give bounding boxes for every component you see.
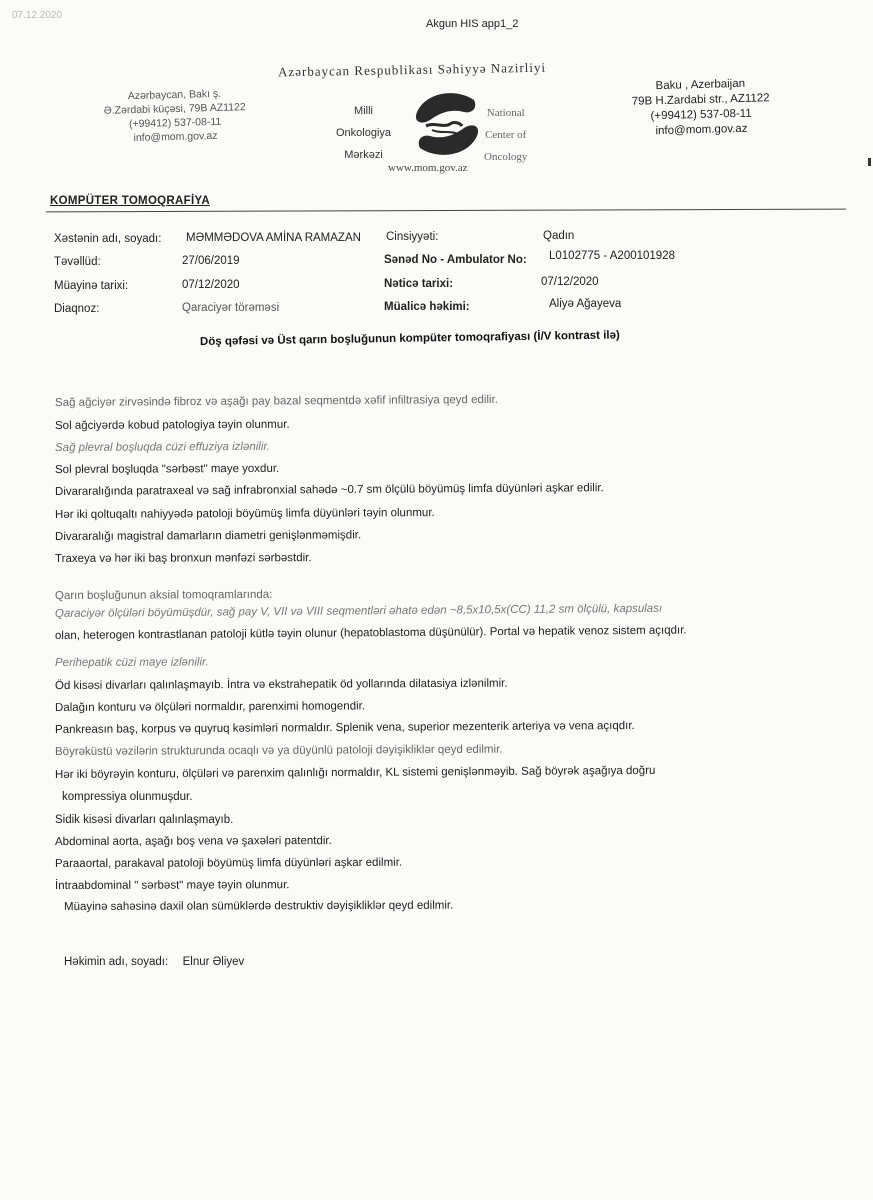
dob-label: Təvəllüd: — [54, 256, 101, 268]
gender-label: Cinsiyyəti: — [386, 231, 439, 243]
finding-line: Hər iki böyrəyin konturu, ölçüləri və parenxim qalınlığı normaldır, KL sistemi genişlənməyib. Sağ böyrək aşağıya doğru — [54, 764, 656, 781]
diagnosis-value: Qaraciyər törəməsi — [182, 302, 280, 314]
finding-line: Divararalığında paratraxeal və sağ infrabronxial sahədə ~0.7 sm ölçülü böyümüş limfa düyünləri aşkar edilir. — [54, 482, 604, 498]
finding-line: Dalağın konturu və ölçüləri normaldır, parenximi homogendir. — [54, 700, 366, 714]
address-right-line: info@mom.gov.az — [655, 122, 748, 138]
center-name-en-line: Oncology — [484, 151, 528, 163]
doc-no-value: L0102775 - A200101928 — [549, 250, 675, 262]
finding-line: Sağ plevral boşluqda cüzi effuziya izlənilir. — [54, 440, 271, 454]
address-left-line: info@mom.gov.az — [133, 129, 218, 145]
center-name-en-line: National — [486, 107, 525, 119]
finding-line: olan, heterogen kontrastlanan patoloji kütlə təyin olunur (hepatoblastoma düşünülür). Portal və hepatik venoz sistem açıqdır. — [54, 624, 687, 642]
center-name-az — [336, 100, 391, 166]
diagnosis-label: Diaqnoz: — [54, 303, 100, 315]
exam-date-label: Müayinə tarixi: — [54, 280, 129, 292]
result-date-value: 07/12/2020 — [541, 276, 599, 288]
finding-line: Divararalığı magistral damarların diametri genişlənməmişdir. — [54, 529, 362, 543]
doc-no-label: Sənəd No - Ambulator No: — [384, 254, 527, 266]
finding-line: Sağ ağciyər zirvəsində fibroz və aşağı pay bazal seqmentdə xəfif infiltrasiya qeyd edilir. — [54, 393, 499, 409]
finding-line: Abdominal aorta, aşağı boş vena və şaxələri patentdir. — [54, 835, 332, 848]
center-name-az-line: Milli — [354, 105, 373, 117]
exam-date-value: 07/12/2020 — [182, 279, 240, 291]
finding-line: Sol ağciyərdə kobud patologiya təyin olunmur. — [54, 418, 290, 432]
finding-line: Perihepatik cüzi maye izlənilir. — [54, 656, 209, 669]
patient-name-label: Xəstənin adı, soyadı: — [54, 233, 162, 245]
dob-value: 27/06/2019 — [182, 255, 240, 267]
finding-line: Hər iki qoltuqaltı nahiyyədə patoloji böyümüş limfa düyünləri təyin olunmur. — [54, 507, 435, 521]
address-left-line: Azərbaycan, Bakı ş. — [127, 87, 222, 103]
finding-line: Öd kisəsi divarları qalınlaşmayıb. İntra və ekstrahepatik öd yollarında dilatasiya izlənilmir. — [54, 677, 508, 692]
oncology-center-logo-icon — [404, 90, 490, 158]
address-right-line: 79B H.Zardabi str., AZ1122 — [631, 92, 770, 108]
center-name-en — [484, 102, 527, 168]
gender-value: Qadın — [543, 230, 575, 242]
doctor-name: Elnur Əliyev — [182, 956, 245, 968]
report-title: Döş qəfəsi və Üst qarın boşluğunun kompüter tomoqrafiyası (İ/V kontrast ilə) — [199, 329, 620, 348]
center-name-az-line: Onkologiya — [336, 127, 392, 139]
app-name: Akgun HIS app1_2 — [426, 18, 519, 30]
physician-label: Müalicə həkimi: — [384, 301, 470, 313]
website: www.mom.gov.az — [388, 162, 468, 174]
finding-line: Traxeya və hər iki baş bronxun mənfəzi sərbəstdir. — [54, 552, 312, 565]
finding-line: kompressiya olunmuşdur. — [62, 791, 193, 803]
address-right-line: (+99412) 537-08-11 — [650, 107, 752, 123]
doctor-label: Həkimin adı, soyadı: — [64, 956, 169, 968]
ministry-name: Azərbaycan Respublikası Səhiyyə Nazirliyi — [277, 59, 547, 80]
edge-mark — [868, 158, 871, 166]
header-divider — [46, 209, 846, 213]
finding-line: Paraaortal, parakaval patoloji böyümüş limfa düyünləri aşkar edilmir. — [54, 856, 403, 870]
finding-line: Qaraciyər ölçüləri böyümüşdür, sağ pay V, VII və VIII seqmentləri əhatə edən ~8,5x10,5x(CC) 11,2 sm ölçülü, kapsulası — [54, 602, 663, 620]
finding-line: İntraabdominal " sərbəst" maye təyin olunmur. — [54, 879, 290, 892]
address-right-line: Baku , Azerbaijan — [655, 77, 746, 93]
center-name-az-line: Mərkəzi — [344, 149, 383, 161]
patient-name: MƏMMƏDOVA AMİNA RAMAZAN — [186, 232, 361, 244]
finding-line: Müayinə sahəsinə daxil olan sümüklərdə destruktiv dəyişikliklər qeyd edilmir. — [63, 899, 454, 913]
result-date-label: Nəticə tarixi: — [384, 278, 454, 290]
print-stamp: 07.12.2020 — [12, 10, 63, 21]
finding-line: Böyrəküstü vəzilərin strukturunda ocaqlı və ya düyünlü patoloji dəyişikliklər qeyd edilmir. — [54, 743, 503, 758]
address-left — [103, 86, 246, 146]
finding-line: Sidik kisəsi divarları qalınlaşmayıb. — [55, 814, 234, 826]
finding-line: Qarın boşluğunun aksial tomoqramlarında: — [54, 588, 273, 602]
document-type: KOMPÜTER TOMOQRAFİYA — [50, 195, 210, 207]
doctor-signature-line — [64, 956, 244, 968]
address-right — [631, 76, 770, 140]
center-name-en-line: Center of — [485, 129, 527, 141]
address-left-line: (+99412) 537-08-11 — [128, 115, 222, 131]
finding-line: Pankreasın baş, korpus və quyruq kəsimləri normaldır. Splenik vena, superior mezenterik arteriya və vena açıqdır. — [54, 719, 635, 736]
physician-value: Aliyə Ağayeva — [549, 298, 622, 310]
address-left-line: Ə.Zərdabi küçəsi, 79B AZ1122 — [103, 101, 246, 117]
finding-line: Sol plevral boşluqda "sərbəst" maye yoxdur. — [54, 462, 280, 476]
